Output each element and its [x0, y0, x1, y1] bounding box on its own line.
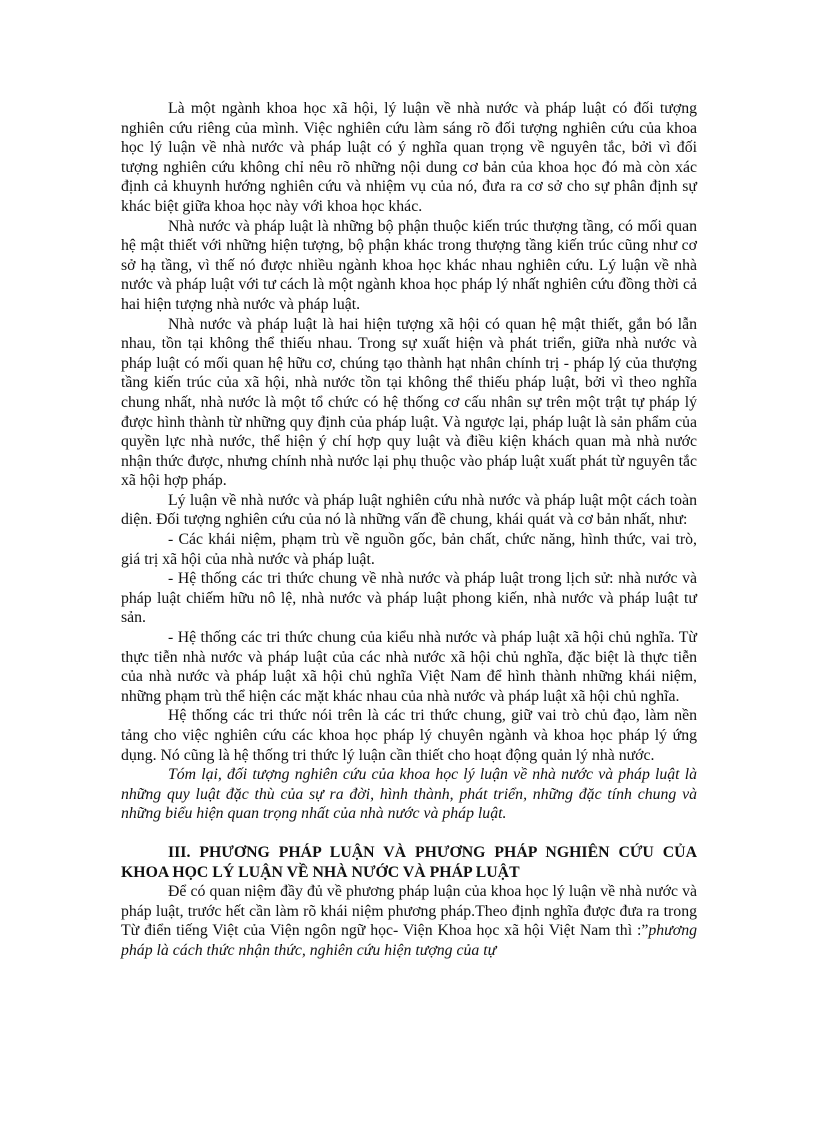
paragraph: Nhà nước và pháp luật là hai hiện tượng xã hội có quan hệ mật thiết, gắn bó lẫn nhau, tồn tại không thể thiếu nhau. Trong sự xuất hiện và phát triển, giữa nhà nước và pháp luật có mối quan hệ hữu cơ, chúng tạo thành hạt nhân chính trị - pháp lý của thượng tầng kiến trúc của xã hội, nhà nước tồn tại không thể thiếu pháp luật, bởi vì theo nghĩa chung nhất, nhà nước là một tổ chức có hệ thống cơ cấu nhân sự trên một trật tự pháp lý được hình thành từ những quy định của pháp luật. Và ngược lại, pháp luật là sản phẩm của quyền lực nhà nước, thể hiện ý chí hợp quy luật và điều kiện khách quan mà nhà nước nhận thức được, nhưng chính nhà nước lại phụ thuộc vào pháp luật xuất phát từ nguyên tắc xã hội hợp pháp. — [121, 315, 697, 490]
paragraph: Là một ngành khoa học xã hội, lý luận về nhà nước và pháp luật có đối tượng nghiên cứu riêng của mình. Việc nghiên cứu làm sáng rõ đối tượng nghiên cứu của khoa học lý luận về nhà nước và pháp luật có ý nghĩa quan trọng về nguyên tắc, bởi vì đối tượng nghiên cứu không chỉ nêu rõ những nội dung cơ bản của khoa học đó mà còn xác định cả khuynh hướng nghiên cứu và nhiệm vụ của nó, đưa ra cơ sở cho sự phân định sự khác biệt giữa khoa học này với khoa học khác. — [121, 100, 697, 215]
paragraph: Nhà nước và pháp luật là những bộ phận thuộc kiến trúc thượng tầng, có mối quan hệ mật thiết với những hiện tượng, bộ phận khác trong thượng tầng kiến trúc cũng như cơ sở hạ tầng, vì thế nó được nhiều ngành khoa học khác nhau nghiên cứu. Lý luận về nhà nước và pháp luật với tư cách là một ngành khoa học pháp lý nhất nghiên cứu đồng thời cả hai hiện tượng nhà nước và pháp luật. — [121, 217, 697, 313]
paragraph: Lý luận về nhà nước và pháp luật nghiên cứu nhà nước và pháp luật một cách toàn diện. Đối tượng nghiên cứu của nó là những vấn đề chung, khái quát và cơ bản nhất, như: — [121, 491, 697, 529]
paragraph-text: Để có quan niệm đầy đủ về phương pháp luận của khoa học lý luận về nhà nước và pháp luật, trước hết cần làm rõ khái niệm phương pháp.Theo định nghĩa được đưa ra trong Từ điển tiếng Việt của Viện ngôn ngữ học- Viện Khoa học xã hội Việt Nam thì :” — [121, 883, 697, 940]
document-body — [121, 99, 697, 961]
paragraph: Hệ thống các tri thức nói trên là các tri thức chung, giữ vai trò chủ đạo, làm nền tảng cho việc nghiên cứu các khoa học pháp lý chuyên ngành và khoa học pháp lý ứng dụng. Nó cũng là hệ thống tri thức lý luận cần thiết cho hoạt động quản lý nhà nước. — [121, 707, 697, 764]
section-heading: III. PHƯƠNG PHÁP LUẬN VÀ PHƯƠNG PHÁP NGHIÊN CỨU CỦA KHOA HỌC LÝ LUẬN VỀ NHÀ NƯỚC VÀ PHÁP LUẬT — [121, 843, 697, 881]
list-item: - Hệ thống các tri thức chung về nhà nước và pháp luật trong lịch sử: nhà nước và pháp luật chiếm hữu nô lệ, nhà nước và pháp luật phong kiến, nhà nước và pháp luật tư sản. — [121, 570, 697, 627]
summary-paragraph: Tóm lại, đối tượng nghiên cứu của khoa học lý luận về nhà nước và pháp luật là những quy luật đặc thù của sự ra đời, hình thành, phát triển, những đặc tính chung và những biểu hiện quan trọng nhất của nhà nước và pháp luật. — [121, 766, 697, 823]
quoted-definition: phương pháp là cách thức nhận thức, nghiên cứu hiện tượng của tự — [121, 922, 697, 959]
paragraph — [121, 882, 697, 960]
list-item: - Các khái niệm, phạm trù về nguồn gốc, bản chất, chức năng, hình thức, vai trò, giá trị xã hội của nhà nước và pháp luật. — [121, 531, 697, 568]
list-item: - Hệ thống các tri thức chung của kiểu nhà nước và pháp luật xã hội chủ nghĩa. Từ thực tiễn nhà nước và pháp luật của các nhà nước xã hội chủ nghĩa, đặc biệt là thực tiễn của nhà nước và pháp luật xã hội chủ nghĩa Việt Nam để hình thành những khái niệm, những phạm trù thể hiện các mặt khác nhau của nhà nước và pháp luật xã hội chủ nghĩa. — [121, 629, 697, 705]
